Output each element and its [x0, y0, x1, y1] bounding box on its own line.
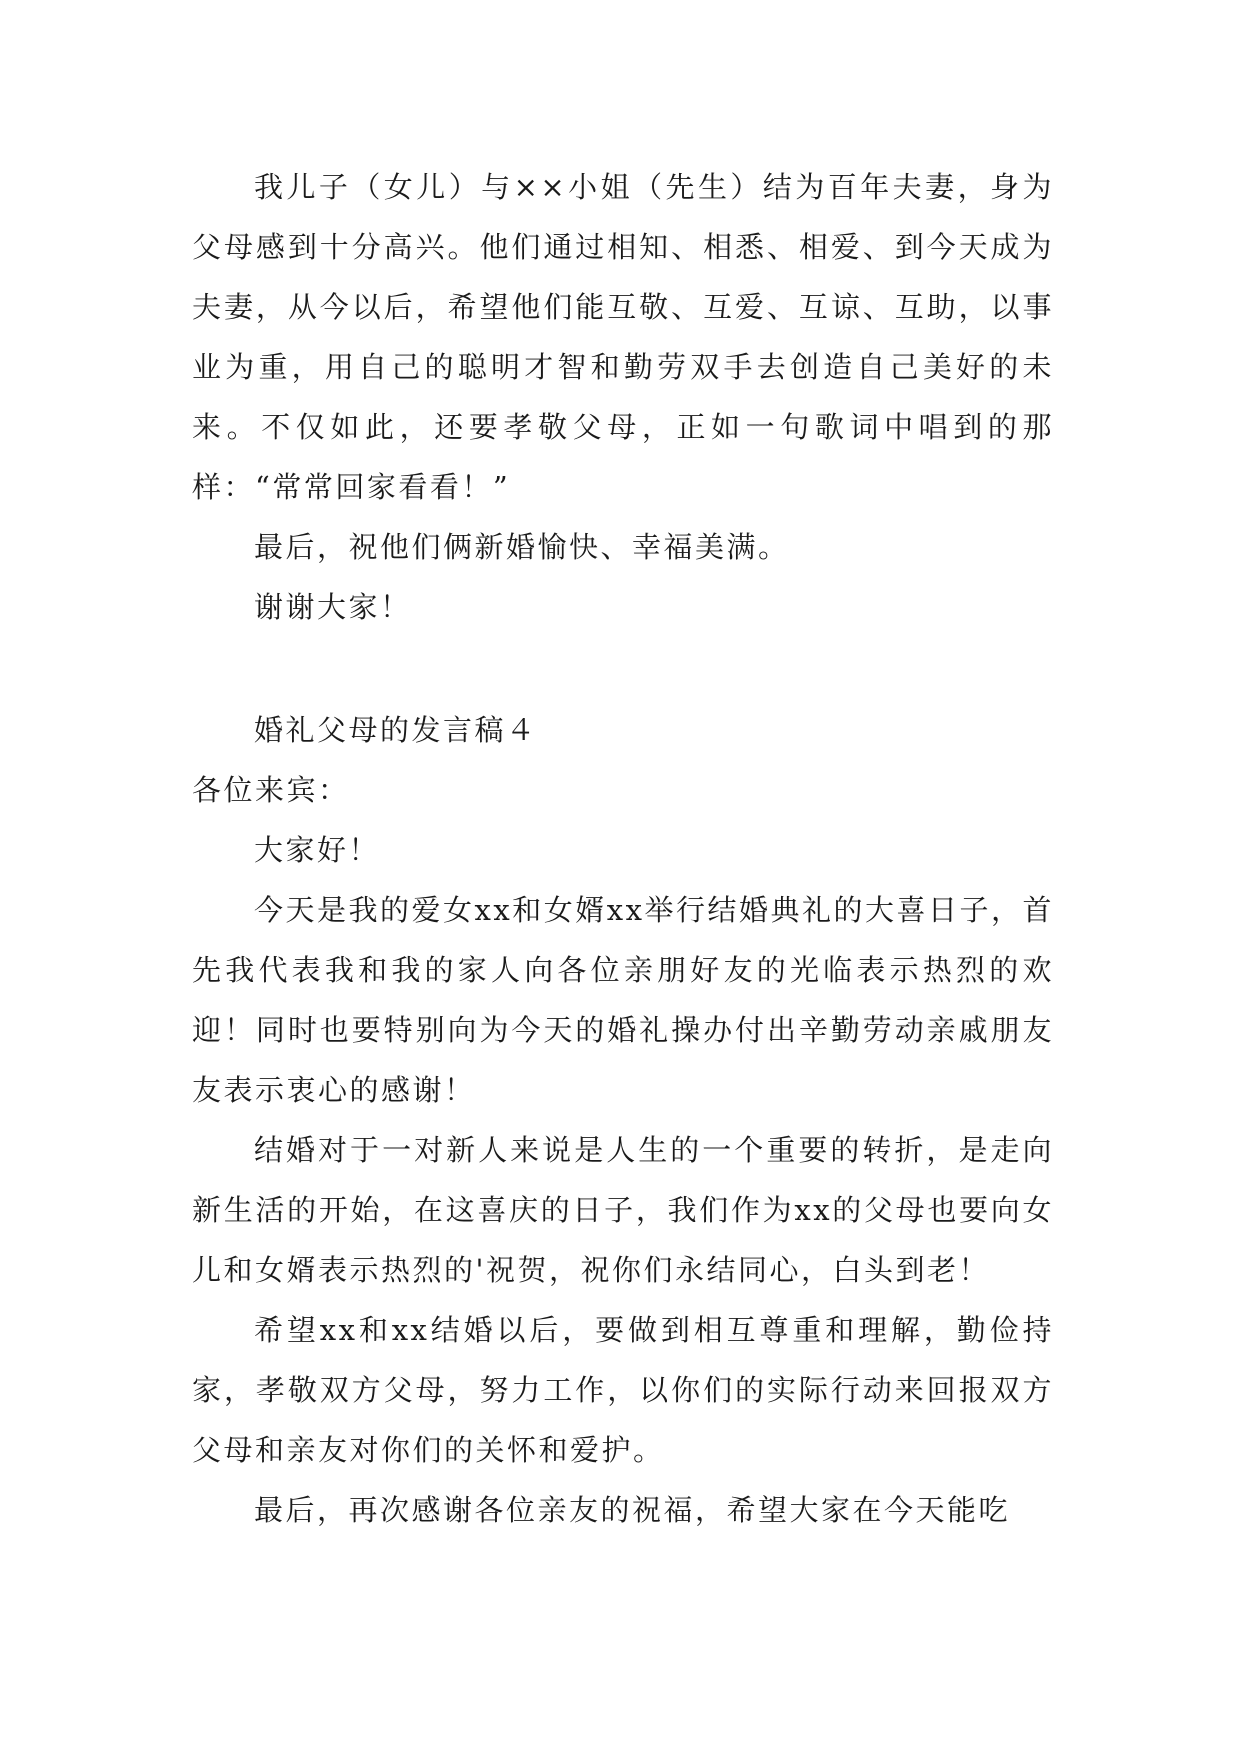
document-body: [192, 157, 1054, 1540]
section-title: 婚礼父母的发言稿４: [254, 713, 538, 747]
paragraph: 我儿子（女儿）与××小姐（先生）结为百年夫妻，身为父母感到十分高兴。他们通过相知、相悉、相爱、到今天成为夫妻，从今以后，希望他们能互敬、互爱、互谅、互助，以事业为重，用自己的聪明才智和勤劳双手去创造自己美好的未来。不仅如此，还要孝敬父母，正如一句歌词中唱到的那样：“常常回家看看！”: [192, 170, 1054, 504]
paragraph: 谢谢大家！: [254, 590, 412, 624]
paragraph: 最后，祝他们俩新婚愉快、幸福美满。: [254, 530, 790, 564]
paragraph: 今天是我的爱女xx和女婿xx举行结婚典礼的大喜日子，首先我代表我和我的家人向各位亲朋好友的光临表示热烈的欢迎！同时也要特别向为今天的婚礼操办付出辛勤劳动亲戚朋友友表示衷心的感谢！: [192, 893, 1054, 1107]
greeting: 大家好！: [254, 833, 381, 867]
paragraph: 最后，再次感谢各位亲友的祝福，希望大家在今天能吃: [254, 1493, 1011, 1527]
paragraph: 结婚对于一对新人来说是人生的一个重要的转折，是走向新生活的开始，在这喜庆的日子，我们作为xx的父母也要向女儿和女婿表示热烈的'祝贺，祝你们永结同心，白头到老！: [192, 1133, 1054, 1287]
salutation: 各位来宾：: [192, 773, 350, 807]
section-gap: [192, 637, 1054, 700]
paragraph: 希望xx和xx结婚以后，要做到相互尊重和理解，勤俭持家，孝敬双方父母，努力工作，以你们的实际行动来回报双方父母和亲友对你们的关怀和爱护。: [192, 1313, 1054, 1467]
